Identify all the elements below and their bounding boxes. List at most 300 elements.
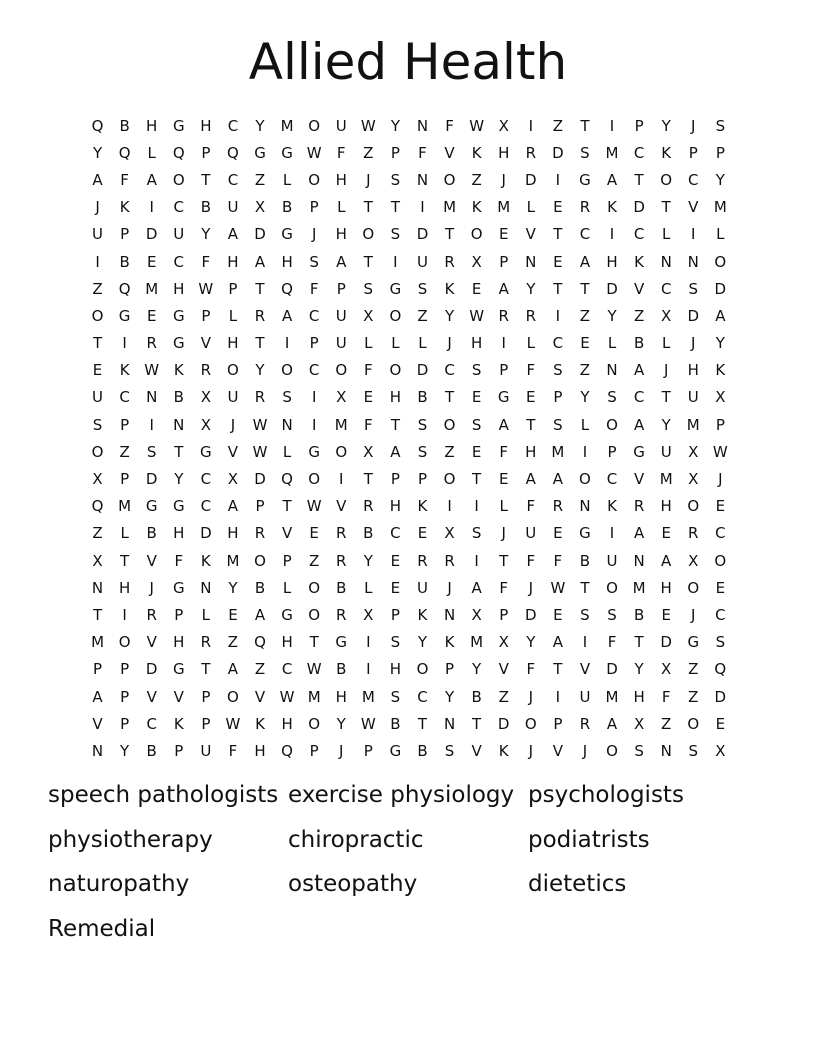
- grid-letter: S: [471, 361, 482, 380]
- grid-letter: Z: [552, 116, 563, 135]
- grid-letter: T: [661, 388, 671, 407]
- grid-letter: X: [471, 605, 482, 624]
- grid-letter: D: [200, 524, 212, 543]
- grid-letter: G: [281, 143, 293, 162]
- grid-letter: A: [92, 687, 103, 706]
- grid-letter: B: [119, 116, 130, 135]
- grid-letter: I: [691, 225, 696, 244]
- grid-letter: X: [715, 741, 726, 760]
- grid-letter: K: [498, 741, 509, 760]
- grid-letter: C: [688, 170, 699, 189]
- grid-letter: W: [306, 660, 322, 679]
- grid-letter: K: [255, 714, 265, 733]
- grid-letter: B: [363, 524, 374, 543]
- grid-letter: H: [254, 741, 266, 760]
- grid-letter: T: [553, 225, 563, 244]
- grid-letter: H: [633, 687, 645, 706]
- grid-letter: K: [200, 551, 211, 570]
- grid-letter: B: [281, 198, 293, 217]
- grid-letter: L: [499, 497, 508, 516]
- grid-letter: D: [660, 633, 672, 652]
- grid-row: [84, 520, 734, 547]
- grid-letter: T: [553, 279, 563, 298]
- grid-letter: X: [92, 470, 103, 489]
- grid-letter: L: [147, 143, 156, 162]
- grid-row: [84, 139, 734, 166]
- grid-letter: E: [390, 578, 401, 597]
- grid-row: [84, 221, 734, 248]
- grid-letter: N: [660, 741, 672, 760]
- grid-letter: V: [146, 551, 157, 570]
- grid-letter: Q: [118, 279, 131, 298]
- grid-letter: B: [336, 578, 347, 597]
- grid-letter: V: [146, 633, 157, 652]
- grid-letter: X: [661, 306, 672, 325]
- grid-letter: L: [662, 225, 671, 244]
- grid-letter: W: [360, 714, 376, 733]
- grid-letter: B: [173, 388, 184, 407]
- grid-row: [84, 112, 734, 139]
- grid-letter: H: [146, 116, 158, 135]
- grid-letter: P: [417, 470, 427, 489]
- grid-letter: C: [173, 198, 185, 217]
- grid-letter: C: [390, 524, 401, 543]
- grid-letter: P: [282, 551, 292, 570]
- grid-letter: I: [122, 334, 127, 353]
- grid-letter: I: [122, 605, 127, 624]
- grid-letter: P: [93, 660, 103, 679]
- grid-letter: O: [335, 442, 348, 461]
- grid-letter: C: [173, 252, 185, 271]
- grid-letter: P: [120, 714, 130, 733]
- grid-letter: Y: [201, 225, 211, 244]
- grid-letter: O: [687, 578, 700, 597]
- grid-letter: K: [417, 497, 428, 516]
- grid-letter: A: [281, 306, 293, 325]
- grid-letter: M: [145, 279, 159, 298]
- grid-letter: T: [390, 198, 400, 217]
- grid-letter: P: [255, 497, 265, 516]
- grid-letter: D: [145, 225, 158, 244]
- grid-letter: H: [227, 524, 239, 543]
- grid-letter: H: [281, 633, 293, 652]
- grid-letter: T: [580, 578, 590, 597]
- grid-letter: Y: [634, 660, 644, 679]
- grid-letter: S: [417, 279, 428, 298]
- grid-letter: U: [173, 225, 185, 244]
- grid-letter: N: [281, 415, 293, 434]
- grid-letter: W: [306, 143, 322, 162]
- grid-letter: T: [255, 279, 265, 298]
- grid-letter: K: [661, 143, 672, 162]
- grid-letter: O: [91, 306, 104, 325]
- grid-letter: P: [553, 714, 563, 733]
- grid-letter: I: [420, 198, 425, 217]
- grid-letter: R: [444, 252, 455, 271]
- grid-letter: J: [230, 415, 236, 434]
- grid-letter: Y: [526, 279, 536, 298]
- grid-letter: X: [715, 388, 726, 407]
- grid-letter: D: [145, 660, 158, 679]
- grid-letter: H: [173, 524, 185, 543]
- grid-letter: R: [200, 361, 212, 380]
- grid-letter: I: [609, 524, 615, 543]
- grid-letter: G: [172, 497, 185, 516]
- grid-row: [84, 493, 734, 520]
- grid-letter: I: [555, 170, 561, 189]
- grid-letter: A: [227, 497, 239, 516]
- grid-letter: H: [498, 143, 510, 162]
- grid-letter: O: [308, 170, 321, 189]
- grid-letter: V: [688, 198, 699, 217]
- grid-letter: L: [716, 225, 725, 244]
- grid-letter: Q: [118, 143, 131, 162]
- grid-letter: T: [634, 170, 644, 189]
- grid-letter: O: [606, 578, 618, 597]
- grid-letter: R: [498, 306, 509, 325]
- grid-letter: Z: [444, 442, 455, 461]
- grid-letter: I: [311, 388, 317, 407]
- grid-letter: P: [688, 143, 698, 162]
- grid-letter: Q: [281, 470, 293, 489]
- grid-letter: E: [553, 524, 563, 543]
- grid-letter: B: [471, 687, 482, 706]
- grid-letter: Q: [714, 660, 727, 679]
- grid-letter: H: [470, 334, 483, 353]
- grid-letter: P: [363, 741, 373, 760]
- grid-letter: O: [362, 225, 375, 244]
- grid-letter: P: [499, 252, 509, 271]
- grid-letter: S: [282, 388, 292, 407]
- grid-letter: A: [633, 415, 645, 434]
- grid-letter: T: [634, 633, 644, 652]
- grid-letter: K: [607, 198, 617, 217]
- grid-letter: U: [92, 388, 104, 407]
- grid-row: [84, 248, 734, 275]
- grid-letter: P: [201, 687, 211, 706]
- grid-letter: R: [579, 714, 591, 733]
- grid-letter: E: [526, 388, 536, 407]
- grid-letter: N: [200, 578, 212, 597]
- grid-letter: H: [687, 361, 699, 380]
- grid-letter: I: [366, 660, 371, 679]
- grid-letter: M: [497, 198, 511, 217]
- grid-letter: L: [120, 524, 129, 543]
- grid-letter: N: [525, 252, 537, 271]
- grid-letter: O: [91, 442, 104, 461]
- grid-letter: S: [390, 170, 401, 189]
- grid-letter: S: [607, 605, 617, 624]
- grid-letter: C: [200, 470, 212, 489]
- grid-letter: S: [688, 741, 699, 760]
- grid-letter: H: [118, 578, 131, 597]
- puzzle-title: Allied Health: [248, 33, 568, 91]
- grid-letter: E: [92, 361, 103, 380]
- grid-letter: C: [417, 687, 428, 706]
- grid-letter: Y: [444, 306, 455, 325]
- grid-letter: A: [336, 252, 347, 271]
- grid-letter: P: [390, 143, 400, 162]
- grid-letter: E: [390, 551, 401, 570]
- grid-letter: Z: [688, 687, 699, 706]
- grid-letter: B: [146, 741, 157, 760]
- grid-letter: I: [95, 252, 100, 271]
- grid-letter: P: [120, 470, 130, 489]
- grid-letter: O: [660, 170, 673, 189]
- grid-letter: A: [525, 470, 536, 489]
- grid-letter: Z: [498, 687, 509, 706]
- grid-letter: M: [118, 497, 132, 516]
- grid-letter: I: [582, 633, 588, 652]
- grid-letter: R: [688, 524, 699, 543]
- grid-letter: O: [443, 170, 456, 189]
- grid-letter: I: [393, 252, 398, 271]
- grid-letter: D: [525, 605, 537, 624]
- grid-letter: V: [552, 741, 563, 760]
- grid-letter: Z: [633, 306, 645, 325]
- grid-letter: X: [200, 388, 211, 407]
- grid-letter: E: [309, 524, 319, 543]
- grid-letter: A: [552, 470, 563, 489]
- grid-letter: R: [254, 388, 266, 407]
- grid-letter: X: [471, 252, 482, 271]
- grid-letter: D: [606, 279, 618, 298]
- grid-letter: F: [228, 741, 238, 760]
- grid-letter: B: [200, 198, 211, 217]
- grid-letter: O: [443, 470, 456, 489]
- grid-letter: O: [389, 306, 402, 325]
- grid-letter: N: [579, 497, 591, 516]
- grid-letter: E: [553, 605, 563, 624]
- grid-letter: A: [390, 442, 401, 461]
- grid-letter: M: [632, 578, 646, 597]
- grid-letter: M: [361, 687, 375, 706]
- grid-letter: E: [146, 306, 157, 325]
- grid-letter: I: [555, 687, 561, 706]
- grid-letter: L: [607, 334, 617, 353]
- grid-letter: C: [633, 225, 645, 244]
- grid-letter: S: [553, 415, 563, 434]
- grid-letter: E: [498, 225, 509, 244]
- grid-letter: J: [501, 524, 506, 543]
- grid-letter: Z: [92, 524, 103, 543]
- grid-letter: J: [149, 578, 154, 597]
- grid-letter: Z: [254, 660, 266, 679]
- grid-letter: N: [416, 116, 429, 135]
- grid-letter: A: [633, 524, 645, 543]
- grid-letter: J: [339, 741, 344, 760]
- grid-letter: O: [606, 415, 618, 434]
- grid-letter: M: [443, 198, 457, 217]
- word-list-item: Remedial: [48, 915, 156, 942]
- grid-letter: D: [687, 306, 700, 325]
- grid-letter: S: [309, 252, 319, 271]
- grid-letter: Z: [417, 306, 428, 325]
- grid-letter: L: [228, 306, 238, 325]
- grid-letter: C: [146, 714, 157, 733]
- grid-letter: U: [687, 388, 699, 407]
- grid-letter: D: [416, 361, 429, 380]
- grid-letter: O: [308, 714, 321, 733]
- grid-letter: H: [335, 170, 347, 189]
- grid-letter: X: [688, 442, 699, 461]
- grid-letter: W: [144, 361, 160, 380]
- grid-letter: C: [715, 524, 726, 543]
- grid-letter: K: [634, 252, 645, 271]
- grid-letter: X: [254, 198, 266, 217]
- grid-letter: A: [606, 714, 618, 733]
- grid-row: [84, 629, 734, 656]
- grid-letter: U: [416, 578, 428, 597]
- grid-letter: V: [579, 660, 591, 679]
- grid-letter: O: [172, 170, 185, 189]
- grid-letter: I: [366, 633, 371, 652]
- grid-letter: H: [335, 225, 347, 244]
- grid-letter: V: [633, 470, 645, 489]
- grid-letter: F: [553, 551, 563, 570]
- grid-letter: Z: [227, 633, 239, 652]
- grid-row: [84, 357, 734, 384]
- grid-letter: T: [444, 225, 455, 244]
- grid-letter: T: [417, 714, 428, 733]
- grid-letter: C: [579, 225, 591, 244]
- grid-letter: L: [201, 605, 211, 624]
- grid-letter: W: [306, 497, 322, 516]
- grid-letter: W: [279, 687, 295, 706]
- grid-letter: J: [691, 116, 696, 135]
- grid-letter: F: [526, 361, 536, 380]
- grid-letter: T: [553, 660, 563, 679]
- grid-letter: E: [580, 334, 590, 353]
- grid-letter: G: [172, 306, 185, 325]
- grid-letter: U: [525, 524, 537, 543]
- grid-letter: W: [225, 714, 241, 733]
- grid-letter: A: [498, 279, 509, 298]
- grid-letter: A: [146, 170, 157, 189]
- grid-letter: G: [145, 497, 158, 516]
- grid-letter: L: [364, 334, 373, 353]
- grid-letter: K: [715, 361, 726, 380]
- grid-letter: M: [334, 415, 348, 434]
- grid-letter: T: [201, 660, 211, 679]
- word-list-item: exercise physiology: [288, 782, 515, 808]
- grid-letter: X: [661, 660, 672, 679]
- grid-letter: T: [526, 415, 536, 434]
- grid-letter: F: [174, 551, 184, 570]
- word-list-item: psychologists: [528, 782, 684, 808]
- grid-letter: A: [92, 170, 103, 189]
- grid-letter: H: [281, 252, 293, 271]
- grid-letter: T: [282, 497, 292, 516]
- grid-letter: Y: [444, 687, 455, 706]
- grid-letter: C: [633, 388, 645, 407]
- grid-letter: T: [201, 170, 211, 189]
- grid-letter: M: [713, 198, 727, 217]
- grid-letter: J: [366, 170, 371, 189]
- grid-letter: D: [633, 198, 645, 217]
- grid-letter: N: [687, 252, 699, 271]
- grid-letter: G: [308, 442, 320, 461]
- grid-letter: I: [339, 470, 344, 489]
- grid-letter: M: [686, 415, 700, 434]
- grid-letter: X: [363, 306, 374, 325]
- grid-letter: X: [633, 714, 645, 733]
- grid-letter: L: [364, 578, 373, 597]
- grid-letter: J: [663, 361, 669, 380]
- grid-letter: E: [498, 470, 509, 489]
- grid-letter: D: [254, 470, 266, 489]
- grid-row: [84, 166, 734, 193]
- grid-letter: P: [715, 143, 725, 162]
- grid-letter: O: [335, 361, 348, 380]
- word-list-item: speech pathologists: [48, 782, 279, 808]
- grid-letter: V: [471, 741, 482, 760]
- grid-letter: I: [501, 334, 506, 353]
- grid-letter: Z: [254, 170, 266, 189]
- grid-letter: X: [688, 470, 699, 489]
- grid-letter: G: [579, 170, 591, 189]
- grid-letter: V: [146, 687, 157, 706]
- grid-letter: Y: [120, 741, 130, 760]
- letter-grid: [84, 112, 734, 765]
- grid-letter: V: [281, 524, 293, 543]
- grid-letter: C: [715, 605, 726, 624]
- grid-letter: O: [443, 415, 456, 434]
- grid-letter: E: [228, 605, 238, 624]
- grid-letter: R: [254, 306, 266, 325]
- grid-letter: C: [200, 497, 212, 516]
- grid-letter: W: [712, 442, 728, 461]
- grid-letter: F: [309, 279, 319, 298]
- grid-letter: J: [528, 741, 533, 760]
- grid-letter: O: [416, 660, 429, 679]
- grid-row: [84, 737, 734, 764]
- grid-row: [84, 194, 734, 221]
- grid-letter: L: [282, 578, 292, 597]
- grid-letter: M: [226, 551, 240, 570]
- grid-letter: A: [715, 306, 726, 325]
- grid-letter: S: [444, 741, 455, 760]
- grid-letter: S: [634, 741, 644, 760]
- grid-letter: S: [580, 143, 590, 162]
- grid-letter: W: [360, 116, 376, 135]
- grid-letter: X: [688, 551, 699, 570]
- grid-letter: K: [119, 198, 130, 217]
- grid-letter: P: [174, 741, 184, 760]
- grid-letter: E: [417, 524, 428, 543]
- grid-letter: A: [227, 660, 239, 679]
- grid-letter: I: [474, 551, 479, 570]
- grid-letter: X: [498, 116, 509, 135]
- grid-letter: T: [363, 470, 373, 489]
- grid-letter: U: [200, 741, 212, 760]
- grid-letter: T: [92, 605, 103, 624]
- grid-row: [84, 438, 734, 465]
- grid-letter: B: [390, 714, 401, 733]
- grid-letter: E: [363, 388, 374, 407]
- grid-letter: Y: [363, 551, 373, 570]
- grid-letter: V: [336, 497, 347, 516]
- grid-letter: E: [553, 198, 563, 217]
- grid-letter: N: [91, 578, 104, 597]
- grid-letter: V: [227, 442, 239, 461]
- grid-letter: O: [524, 714, 537, 733]
- grid-letter: H: [525, 442, 537, 461]
- grid-letter: G: [172, 334, 185, 353]
- grid-letter: E: [715, 497, 726, 516]
- grid-letter: N: [416, 170, 429, 189]
- grid-letter: H: [389, 388, 402, 407]
